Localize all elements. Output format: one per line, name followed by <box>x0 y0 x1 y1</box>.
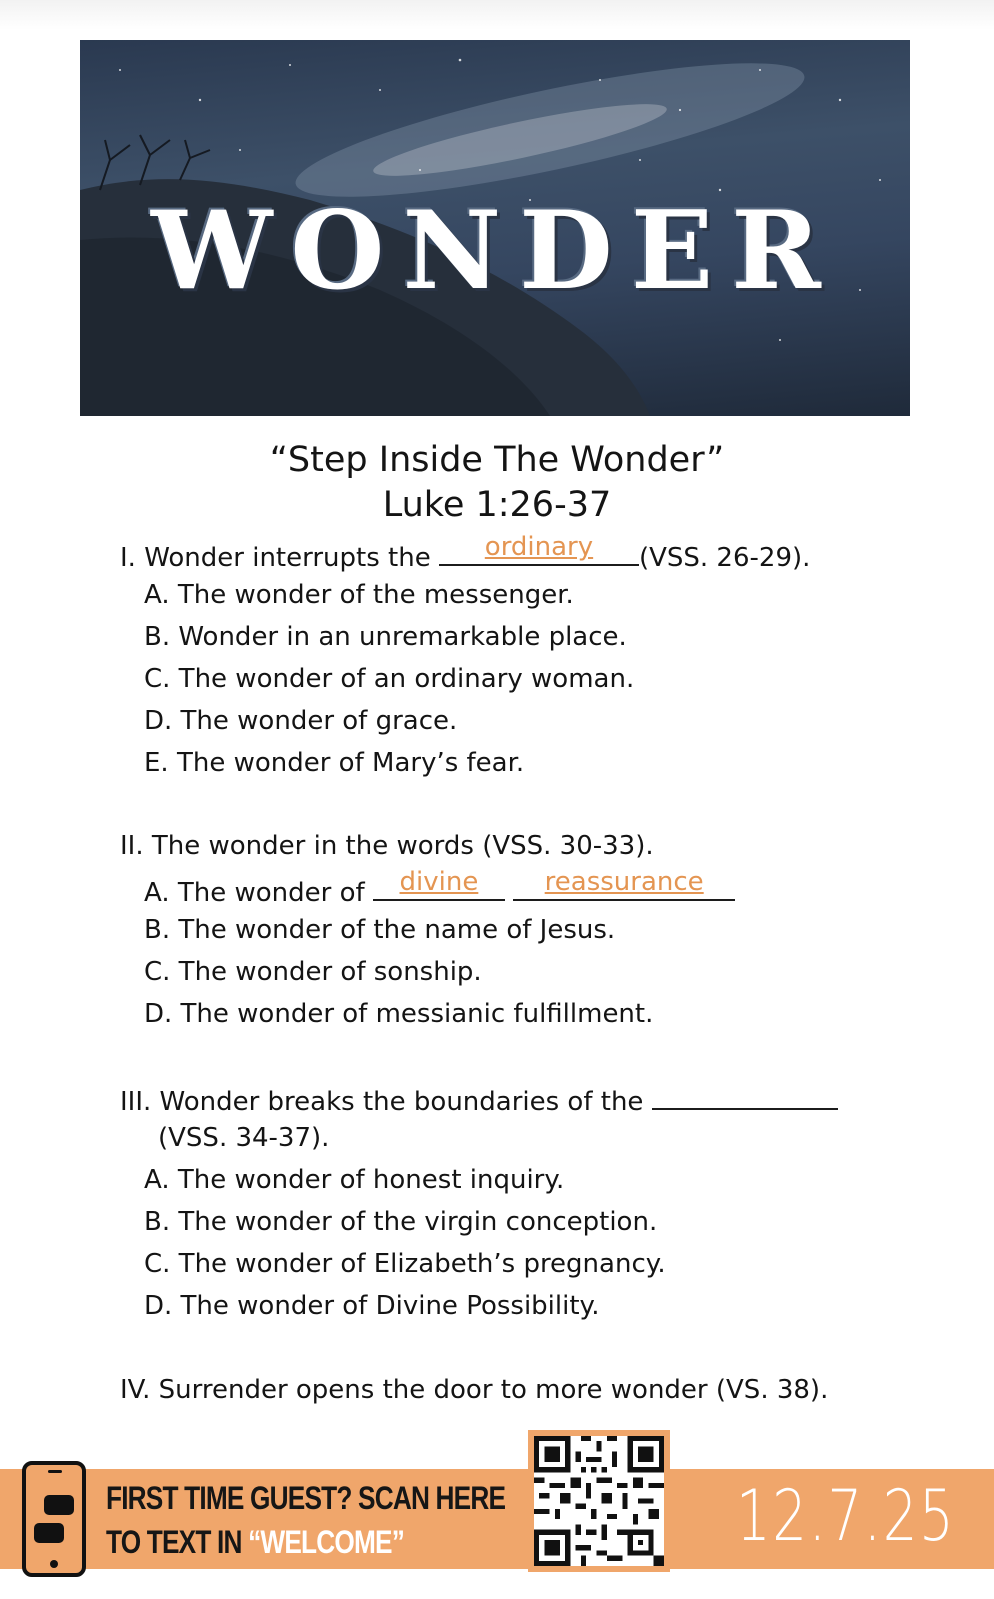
point-3-item: A. The wonder of honest inquiry. <box>144 1165 565 1195</box>
welcome-keyword: “WELCOME” <box>248 1524 404 1560</box>
point-3-item: B. The wonder of the virgin conception. <box>144 1207 658 1237</box>
point-3-blank <box>652 1080 838 1110</box>
scripture-reference: Luke 1:26-37 <box>382 485 612 525</box>
guest-line-2 <box>106 1520 505 1564</box>
point-3-item: C. The wonder of Elizabeth’s pregnancy. <box>144 1249 666 1279</box>
service-date: 12.7.25 <box>736 1475 956 1557</box>
qr-code[interactable] <box>528 1430 670 1572</box>
sermon-title: “Step Inside The Wonder” <box>269 440 725 480</box>
point-3-heading <box>120 1080 838 1119</box>
point-2-a-prefix: A. The wonder of <box>144 878 373 908</box>
point-1-prefix: I. Wonder interrupts the <box>120 543 439 573</box>
guest-callout <box>106 1476 505 1564</box>
point-3-cont: (VSS. 34-37). <box>158 1123 330 1153</box>
point-2-heading: II. The wonder in the words (VSS. 30-33). <box>120 831 654 861</box>
guest-line-2-prefix: TO TEXT IN <box>106 1524 249 1560</box>
point-2-fill-2: reassurance <box>544 867 704 897</box>
point-2-item: D. The wonder of messianic fulfillment. <box>144 999 654 1029</box>
point-1-fill: ordinary <box>484 532 594 562</box>
point-3-item: D. The wonder of Divine Possibility. <box>144 1291 600 1321</box>
point-1-blank <box>439 532 639 566</box>
guest-line-1: FIRST TIME GUEST? SCAN HERE <box>106 1480 506 1516</box>
phone-message-icon <box>22 1461 86 1577</box>
point-2-item-a <box>144 867 735 910</box>
point-1-item: A. The wonder of the messenger. <box>144 580 574 610</box>
point-4-heading: IV. Surrender opens the door to more wonder (VS. 38). <box>120 1375 829 1405</box>
point-2-item: C. The wonder of sonship. <box>144 957 482 987</box>
point-1-item: C. The wonder of an ordinary woman. <box>144 664 635 694</box>
point-2-fill-1: divine <box>399 867 479 897</box>
point-1-heading <box>120 532 811 575</box>
point-2-item: B. The wonder of the name of Jesus. <box>144 915 616 945</box>
point-2-blank-1 <box>373 867 505 901</box>
point-1-item: D. The wonder of grace. <box>144 706 458 736</box>
banner-image <box>80 40 910 416</box>
qr-code-icon <box>534 1436 664 1566</box>
point-1-item: B. Wonder in an unremarkable place. <box>144 622 627 652</box>
point-1-item: E. The wonder of Mary’s fear. <box>144 748 525 778</box>
banner-title: WONDER <box>151 188 839 314</box>
point-1-suffix: (VSS. 26-29). <box>638 543 811 573</box>
point-2-blank-2 <box>513 867 735 901</box>
sermon-header <box>0 438 994 528</box>
point-3-prefix: III. Wonder breaks the boundaries of the <box>120 1087 652 1117</box>
